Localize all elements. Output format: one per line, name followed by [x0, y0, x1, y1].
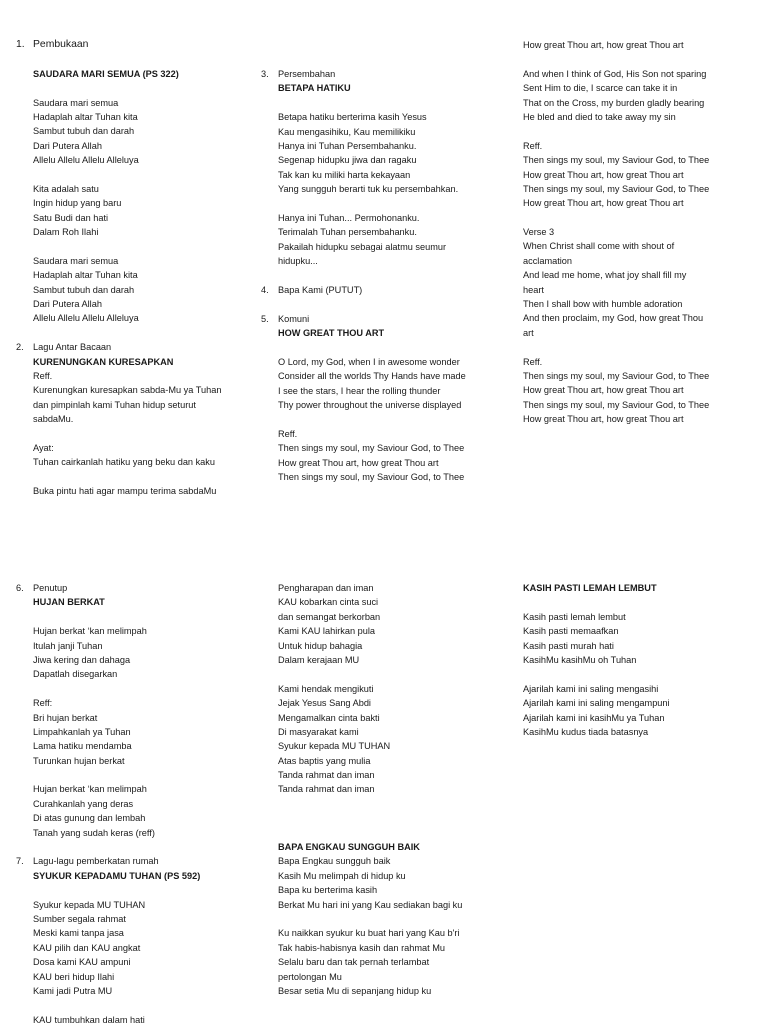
section-title: Penutup	[33, 583, 68, 593]
lyric-line: Hujan berkat ‘kan melimpah	[33, 784, 147, 795]
lyric-line: Then sings my soul, my Saviour God, to Thee	[523, 155, 710, 166]
section-heading	[16, 340, 265, 354]
lyric-line: He bled and died to take away my sin	[523, 111, 676, 122]
page2-column-3	[523, 581, 755, 739]
lyric-line: Verse 3	[523, 227, 555, 238]
blank-line	[278, 797, 510, 811]
section-heading	[261, 312, 510, 326]
lyric-line: Hujan berkat ‘kan melimpah	[33, 626, 147, 637]
section-number: 3.	[261, 69, 269, 79]
section-heading	[16, 581, 265, 595]
lyric-line: dan pimpinlah kami Tuhan hidup seturut	[33, 399, 196, 410]
blank-line	[33, 682, 265, 696]
lyric-line: art	[523, 327, 534, 338]
lyric-line: Ajarilah kami ini saling mengampuni	[523, 698, 670, 709]
lyric-line: Tanda rahmat dan iman	[278, 770, 375, 781]
lyric-line: Allelu Allelu Allelu Alleluya	[33, 155, 139, 166]
lyric-line: Pakailah hidupku sebagai alatmu seumur	[278, 241, 447, 252]
lyric-line: Dapatlah disegarkan	[33, 669, 118, 680]
section-number: 2.	[16, 342, 24, 353]
lyric-line: Allelu Allelu Allelu Alleluya	[33, 313, 139, 324]
lyric-line: Tanda rahmat dan iman	[278, 784, 375, 795]
lyric-line: Ku naikkan syukur ku buat hari yang Kau b'ri	[278, 928, 460, 939]
lyric-line: Yang sungguh berarti tuk ku persembahkan.	[278, 184, 459, 195]
lyric-line: Thy power throughout the universe displayed	[278, 399, 462, 410]
lyric-line: Segenap hidupku jiwa dan ragaku	[278, 155, 417, 166]
lyric-line: Sumber segala rahmat	[33, 913, 126, 924]
blank-line	[33, 427, 265, 441]
lyric-line: Mengamalkan cinta bakti	[278, 712, 380, 723]
lyric-line: Itulah janji Tuhan	[33, 640, 103, 651]
blank-line	[523, 667, 755, 681]
lyric-line: How great Thou art, how great Thou art	[278, 457, 439, 468]
lyric-line: When Christ shall come with shout of	[523, 241, 675, 252]
lyric-line: Reff:	[33, 698, 53, 709]
blank-line	[523, 124, 755, 138]
section-heading	[261, 67, 510, 81]
page1-column-1	[16, 38, 265, 499]
blank-line	[33, 326, 265, 340]
blank-line	[278, 197, 510, 211]
lyric-line: And when I think of God, His Son not sparing	[523, 68, 707, 79]
section-heading	[16, 38, 265, 52]
lyric-line: Then sings my soul, my Saviour God, to Thee	[278, 471, 465, 482]
lyric-line: heart	[523, 284, 544, 295]
lyric-line: Reff.	[278, 428, 298, 439]
section-title: Komuni	[278, 313, 310, 324]
lyric-line: KAU beri hidup Ilahi	[33, 971, 115, 982]
lyric-line: How great Thou art, how great Thou art	[523, 198, 684, 209]
section-heading	[261, 283, 510, 297]
lyric-line: Kita adalah satu	[33, 183, 99, 194]
section-title: Lagu Antar Bacaan	[33, 342, 112, 353]
lyric-line: Reff.	[523, 140, 543, 151]
lyric-line: How great Thou art, how great Thou art	[523, 169, 684, 180]
lyric-line: Sambut tubuh dan darah	[33, 284, 135, 295]
blank-line	[33, 610, 265, 624]
lyric-line: Untuk hidup bahagia	[278, 640, 363, 651]
lyric-line: Bri hujan berkat	[33, 712, 98, 723]
blank-line	[33, 998, 265, 1012]
lyric-line: Jejak Yesus Sang Abdi	[278, 698, 371, 709]
lyric-line: KAU pilih dan KAU angkat	[33, 942, 141, 953]
blank-line	[33, 52, 265, 66]
section-number: 1.	[16, 39, 25, 50]
blank-line	[278, 811, 510, 825]
lyric-line: acclamation	[523, 255, 573, 266]
blank-line	[278, 826, 510, 840]
lyric-line: Reff.	[523, 356, 543, 367]
blank-line	[278, 340, 510, 354]
lyric-line: Berkat Mu hari ini yang Kau sediakan bagi ku	[278, 899, 463, 910]
lyric-line: Kau mengasihiku, Kau memilikiku	[278, 126, 416, 137]
lyric-line: Dosa kami KAU ampuni	[33, 957, 131, 968]
lyric-line: Curahkanlah yang deras	[33, 798, 134, 809]
song-title: BAPA ENGKAU SUNGGUH BAIK	[278, 842, 420, 853]
lyric-line: Reff.	[33, 370, 53, 381]
lyric-line: Kasih pasti memaafkan	[523, 626, 619, 637]
lyric-line: Kurenungkan kuresapkan sabda-Mu ya Tuhan	[33, 385, 222, 396]
lyric-line: That on the Cross, my burden gladly bearing	[523, 97, 705, 108]
blank-line	[278, 268, 510, 282]
lyric-line: And then proclaim, my God, how great Thou	[523, 313, 704, 324]
lyric-line: How great Thou art, how great Thou art	[523, 40, 684, 50]
lyric-line: Ajarilah kami ini kasihMu ya Tuhan	[523, 712, 665, 723]
lyric-line: Then sings my soul, my Saviour God, to Thee	[278, 443, 465, 454]
lyric-line: And lead me home, what joy shall fill my	[523, 270, 687, 281]
lyric-line: Betapa hatiku berterima kasih Yesus	[278, 112, 427, 123]
lyric-line: Atas baptis yang mulia	[278, 755, 371, 766]
lyric-line: Besar setia Mu di sepanjang hidup ku	[278, 985, 432, 996]
lyric-line: Dalam kerajaan MU	[278, 654, 360, 665]
page2-column-1	[16, 581, 265, 1027]
blank-line	[523, 211, 755, 225]
section-number: 7.	[16, 856, 24, 867]
lyric-line: Hadaplah altar Tuhan kita	[33, 270, 138, 281]
lyric-line: Pengharapan dan iman	[278, 583, 374, 593]
lyric-line: Dari Putera Allah	[33, 140, 102, 151]
lyric-line: KAU tumbuhkan dalam hati	[33, 1014, 145, 1025]
lyric-line: I see the stars, I hear the rolling thunder	[278, 385, 441, 396]
blank-line	[33, 768, 265, 782]
lyric-line: Bapa ku berterima kasih	[278, 885, 378, 896]
lyric-line: Kami jadi Putra MU	[33, 985, 113, 996]
section-number: 6.	[16, 583, 24, 593]
lyric-line: KAU kobarkan cinta suci	[278, 597, 379, 608]
lyric-line: O Lord, my God, when I in awesome wonder	[278, 356, 460, 367]
lyric-line: Hadaplah altar Tuhan kita	[33, 111, 138, 122]
lyric-line: dan semangat berkorban	[278, 611, 381, 622]
lyric-line: Then sings my soul, my Saviour God, to Thee	[523, 183, 710, 194]
lyric-line: Then sings my soul, my Saviour God, to Thee	[523, 370, 710, 381]
blank-line	[33, 81, 265, 95]
blank-line	[278, 912, 510, 926]
blank-line	[523, 52, 755, 66]
lyric-line: Lama hatiku mendamba	[33, 741, 132, 752]
lyric-line: Tak kan ku miliki harta kekayaan	[278, 169, 411, 180]
lyric-line: Dalam Roh Ilahi	[33, 227, 99, 238]
section-number: 4.	[261, 284, 269, 295]
lyric-line: Kasih pasti lemah lembut	[523, 611, 626, 622]
lyric-line: Tuhan cairkanlah hatiku yang beku dan kaku	[33, 457, 215, 468]
lyric-line: Limpahkanlah ya Tuhan	[33, 726, 131, 737]
lyric-line: Kami hendak mengikuti	[278, 683, 374, 694]
lyric-line: Di atas gunung dan lembah	[33, 813, 146, 824]
song-title: HUJAN BERKAT	[33, 597, 105, 608]
song-title: HOW GREAT THOU ART	[278, 328, 385, 339]
lyric-line: Di masyarakat kami	[278, 726, 359, 737]
blank-line	[33, 168, 265, 182]
section-title: Pembukaan	[33, 39, 89, 50]
blank-line	[523, 340, 755, 354]
lyric-line: Turunkan hujan berkat	[33, 755, 125, 766]
page1-column-3	[523, 38, 755, 427]
lyric-line: Jiwa kering dan dahaga	[33, 654, 131, 665]
blank-line	[278, 667, 510, 681]
lyric-line: Syukur kepada MU TUHAN	[33, 899, 146, 910]
lyric-line: Dari Putera Allah	[33, 299, 102, 310]
section-title: Persembahan	[278, 69, 336, 79]
lyric-line: Ingin hidup yang baru	[33, 198, 122, 209]
lyric-line: Consider all the worlds Thy Hands have made	[278, 371, 466, 382]
lyric-line: How great Thou art, how great Thou art	[523, 414, 684, 425]
lyric-line: Kami KAU lahirkan pula	[278, 626, 376, 637]
section-title: Lagu-lagu pemberkatan rumah	[33, 856, 159, 867]
lyric-line: Kasih Mu melimpah di hidup ku	[278, 870, 406, 881]
lyric-line: Selalu baru dan tak pernah terlambat	[278, 957, 430, 968]
song-title: KURENUNGKAN KURESAPKAN	[33, 356, 174, 367]
lyric-line: Satu Budi dan hati	[33, 212, 109, 223]
lyric-line: KasihMu kudus tiada batasnya	[523, 726, 649, 737]
page1-column-2	[261, 67, 510, 484]
lyric-line: Sambut tubuh dan darah	[33, 126, 135, 137]
song-title: KASIH PASTI LEMAH LEMBUT	[523, 583, 657, 593]
lyric-line: Saudara mari semua	[33, 255, 119, 266]
lyric-line: Meski kami tanpa jasa	[33, 928, 124, 939]
lyric-line: Buka pintu hati agar mampu terima sabdaMu	[33, 486, 217, 497]
lyric-line: Tanah yang sudah keras (reff)	[33, 827, 155, 838]
lyric-line: Then I shall bow with humble adoration	[523, 299, 683, 310]
lyric-line: Saudara mari semua	[33, 97, 119, 108]
section-heading	[16, 854, 265, 868]
blank-line	[278, 96, 510, 110]
lyric-line: Ayat:	[33, 442, 54, 453]
lyric-line: Syukur kepada MU TUHAN	[278, 741, 391, 752]
section-title: Bapa Kami (PUTUT)	[278, 284, 363, 295]
lyric-line: Terimalah Tuhan persembahanku.	[278, 227, 417, 238]
section-number: 5.	[261, 313, 269, 324]
blank-line	[278, 412, 510, 426]
blank-line	[33, 470, 265, 484]
lyric-line: sabdaMu.	[33, 414, 74, 425]
lyric-line: pertolongan Mu	[278, 971, 342, 982]
blank-line	[33, 840, 265, 854]
song-title: SYUKUR KEPADAMU TUHAN (PS 592)	[33, 870, 201, 881]
lyric-line: Tak habis-habisnya kasih dan rahmat Mu	[278, 942, 445, 953]
lyric-line: KasihMu kasihMu oh Tuhan	[523, 654, 637, 665]
blank-line	[33, 239, 265, 253]
lyric-line: Kasih pasti murah hati	[523, 640, 614, 651]
page2-column-2	[278, 581, 510, 998]
blank-line	[33, 883, 265, 897]
lyric-line: Ajarilah kami ini saling mengasihi	[523, 683, 659, 694]
song-title: BETAPA HATIKU	[278, 83, 351, 94]
lyric-line: Hanya ini Tuhan... Permohonanku.	[278, 212, 420, 223]
lyric-line: How great Thou art, how great Thou art	[523, 385, 684, 396]
lyric-line: Bapa Engkau sungguh baik	[278, 856, 391, 867]
lyric-line: Sent Him to die, I scarce can take it in	[523, 83, 678, 94]
song-title: SAUDARA MARI SEMUA (PS 322)	[33, 68, 179, 79]
blank-line	[523, 595, 755, 609]
lyric-line: Hanya ini Tuhan Persembahanku.	[278, 140, 417, 151]
lyric-line: hidupku...	[278, 256, 318, 267]
blank-line	[278, 297, 510, 311]
lyric-line: Then sings my soul, my Saviour God, to Thee	[523, 399, 710, 410]
